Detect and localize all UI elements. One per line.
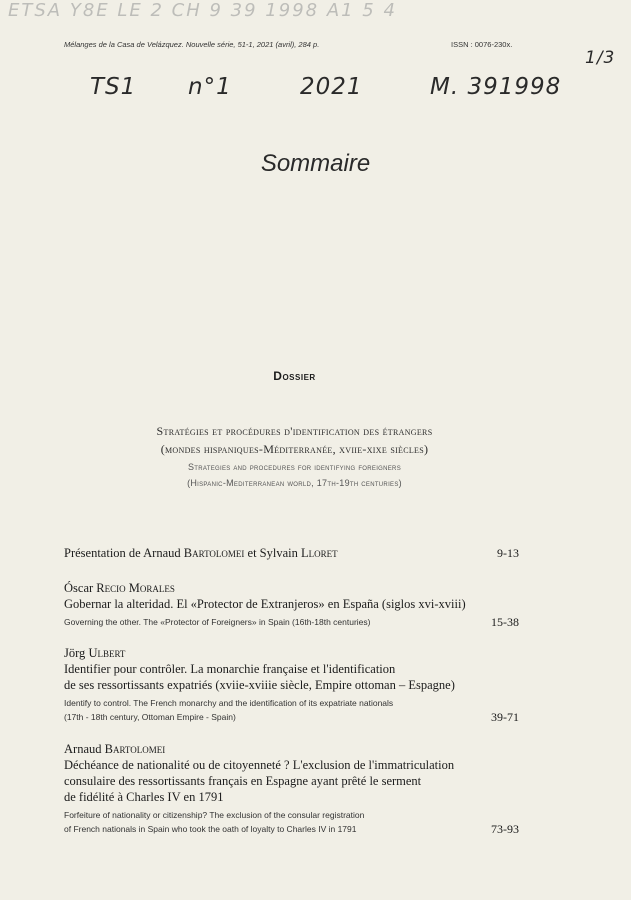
entry-author-surname: Bartolomei	[104, 742, 166, 756]
entry-author	[64, 742, 165, 757]
entry-english-title: Forfeiture of nationality or citizenship? The exclusion of the consular registration	[64, 810, 365, 820]
entry-author-first: Jörg	[64, 646, 89, 660]
entry-author-prefix: Présentation de Arnaud	[64, 546, 184, 560]
entry-author	[64, 581, 175, 596]
theme-french-line-2: (mondes hispaniques-Méditerranée, xviie-xixe siècles)	[160, 442, 429, 456]
entry-author-surname: Ulbert	[88, 646, 126, 660]
entry-title: de fidélité à Charles IV en 1791	[64, 790, 224, 804]
theme-english-line-2: (Hispanic-Mediterranean world, 17th-19th centuries)	[187, 478, 402, 488]
top-handwritten-mark: ETSA Y8E LE 2 CH 9 39 1998 A1 5 4	[8, 0, 397, 21]
entry-pages: 9-13	[497, 546, 519, 560]
entry-english-title: Identify to control. The French monarchy and the identification of its expatriate nationals	[64, 698, 394, 708]
handwritten-number: n°1	[188, 74, 232, 100]
entry-title: de ses ressortissants expatriés (xviie-xviiie siècle, Empire ottoman – Espagne)	[64, 678, 455, 692]
entry-pages: 73-93	[491, 822, 519, 836]
entry-author-surname: Bartolomei	[183, 546, 245, 560]
entry-pages: 39-71	[491, 710, 519, 724]
entry-author-surname: Lloret	[301, 546, 338, 560]
entry-english-title: Governing the other. The «Protector of Foreigners» in Spain (16th-18th centuries)	[64, 617, 371, 627]
entry-author-first: Óscar	[64, 581, 97, 595]
entry-title: Déchéance de nationalité ou de citoyenneté ? L'exclusion de l'immatriculation	[64, 758, 455, 772]
entry-presentation	[64, 546, 338, 561]
entry-title: consulaire des ressortissants français en Espagne ayant prêté le serment	[64, 774, 422, 788]
entry-author-surname: Recio Morales	[96, 581, 175, 595]
journal-citation: Mélanges de la Casa de Velázquez. Nouvelle série, 51-1, 2021 (avril), 284 p.	[64, 40, 320, 49]
entry-english-title: of French nationals in Spain who took the oath of loyalty to Charles IV in 1791	[64, 824, 357, 834]
entry-pages: 15-38	[491, 615, 519, 629]
handwritten-page-count: 1/3	[585, 48, 616, 68]
entry-author-connector: et Sylvain	[244, 546, 301, 560]
handwritten-reference: M. 391998	[430, 74, 562, 100]
entry-title: Identifier pour contrôler. La monarchie française et l'identification	[64, 662, 396, 676]
entry-author-first: Arnaud	[64, 742, 105, 756]
theme-french-line-1: Stratégies et procédures d'identification des étrangers	[156, 424, 433, 438]
entry-author	[64, 646, 125, 661]
theme-english-line-1: Strategies and procedures for identifying foreigners	[187, 462, 401, 472]
handwritten-year: 2021	[300, 74, 363, 100]
issn: ISSN : 0076-230x.	[451, 40, 513, 49]
handwritten-code: TS1	[90, 74, 137, 100]
page-title: Sommaire	[260, 150, 371, 177]
entry-title: Gobernar la alteridad. El «Protector de Extranjeros» en España (siglos xvi-xviii)	[64, 597, 466, 611]
section-heading: Dossier	[273, 369, 316, 383]
entry-english-title: (17th - 18th century, Ottoman Empire - Spain)	[64, 712, 236, 722]
